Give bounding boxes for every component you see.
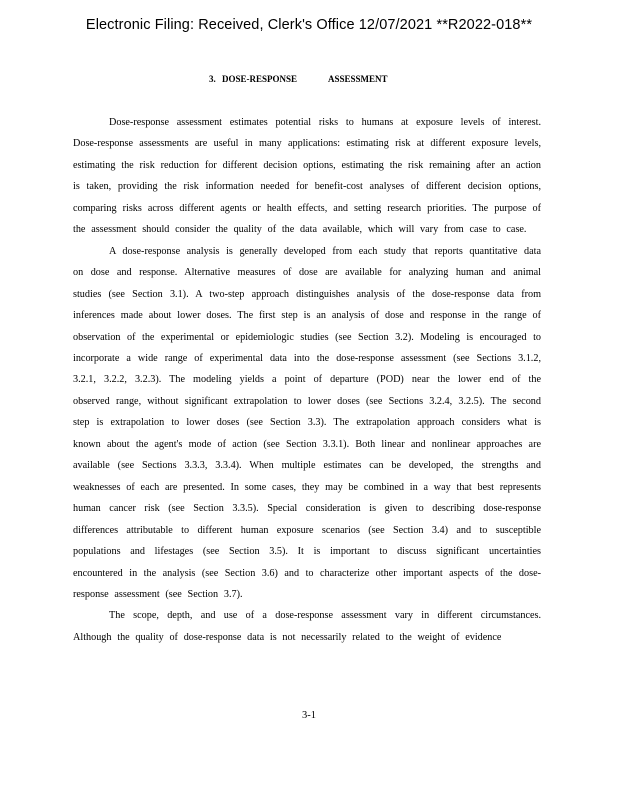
section-title-word-1: DOSE-RESPONSE	[222, 74, 298, 84]
section-number: 3.	[209, 74, 216, 84]
body-text	[73, 112, 541, 648]
filing-stamp: Electronic Filing: Received, Clerk's Office 12/07/2021 **R2022-018**	[85, 17, 533, 33]
page-number: 3-1	[302, 710, 316, 721]
paragraph-1: Dose-response assessment estimates potential risks to humans at exposure levels of interest. Dose-response assessments are useful in many applications: estimating risk at different exposure levels, estimating the risk reduction for different decision options, estimating the risk remaining after an action is taken, providing the risk information needed for benefit-cost analyses of different decision options, comparing risks across different agents or health effects, and setting research priorities. The purpose of the assessment should consider the quality of the data available, which will vary from case to case.	[73, 117, 541, 236]
section-title-word-2: ASSESSMENT	[328, 74, 388, 84]
paragraph-2: A dose-response analysis is generally developed from each study that reports quantitative data on dose and response. Alternative measures of dose are available for analyzing human and animal studies (see Section 3.1). A two-step approach distinguishes analysis of the dose-response data from inferences made about lower doses. The first step is an analysis of dose and response in the range of observation of the experimental or epidemiologic studies (see Section 3.2). Modeling is encouraged to incorporate a wide range of experimental data into the dose-response assessment (see Sections 3.1.2, 3.2.1, 3.2.2, 3.2.3). The modeling yields a point of departure (POD) near the lower end of the observed range, without significant extrapolation to lower doses (see Sections 3.2.4, 3.2.5). The second step is extrapolation to lower doses (see Section 3.3). The extrapolation approach considers what is known about the agent's mode of action (see Section 3.3.1). Both linear and nonlinear approaches are available (see Sections 3.3.3, 3.3.4). When multiple estimates can be developed, the strengths and weaknesses of each are presented. In some cases, they may be combined in a way that best represents human cancer risk (see Section 3.3.5). Special consideration is given to describing dose-response differences attributable to different human exposure scenarios (see Section 3.4) and to susceptible populations and lifestages (see Section 3.5). It is important to discuss significant uncertainties encountered in the analysis (see Section 3.6) and to characterize other important aspects of the dose-response assessment (see Section 3.7).	[73, 245, 541, 600]
paragraph-3: The scope, depth, and use of a dose-response assessment vary in different circumstances. Although the quality of dose-response data is not necessarily related to the weight of evidence	[73, 610, 541, 643]
